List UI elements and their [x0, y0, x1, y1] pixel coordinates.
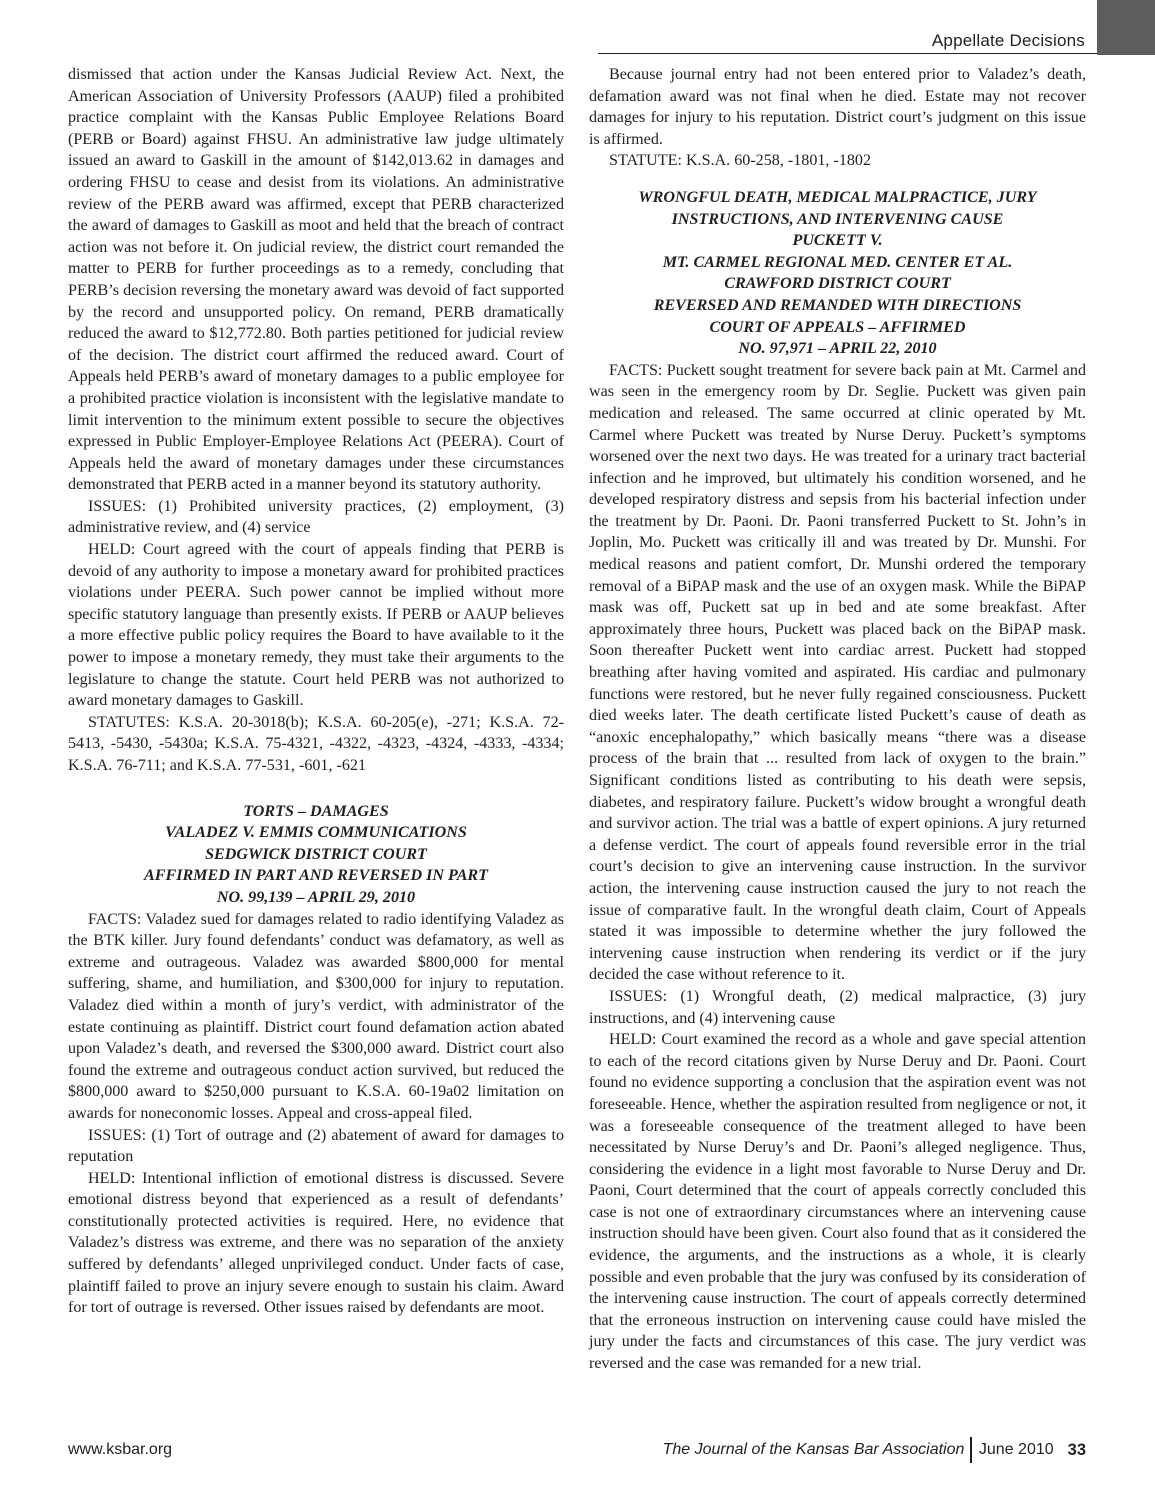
issue-date: June 2010 — [978, 1441, 1054, 1458]
issues-paragraph: ISSUES: (1) Wrongful death, (2) medical malpractice, (3) jury instructions, and (4) intervening cause — [589, 987, 1086, 1027]
case-topic: INSTRUCTIONS, AND INTERVENING CAUSE — [671, 210, 1004, 228]
facts-paragraph: FACTS: Puckett sought treatment for severe back pain at Mt. Carmel and was seen in the emergency room by Dr. Seglie. Puckett was given pain medication and released. The same occurred at clinic operated by Mt. Carmel where Puckett was treated by Nurse Deruy. Puckett’s symptoms worsened over the next two days. He was treated for a urinary tract bacterial infection and he improved, but ultimately his condition worsened, and he developed respiratory distress and sepsis from his bacterial infection under the treatment by Dr. Paoni. Dr. Paoni transferred Puckett to St. John’s in Joplin, Mo. Puckett was critically ill and was treated by Dr. Munshi. For medical reasons and patient comfort, Dr. Munshi ordered the temporary removal of a BiPAP mask and the use of an oxygen mask. While the BiPAP mask was off, Puckett sat up in bed and ate some breakfast. After approximately three hours, Puckett was placed back on the BiPAP mask. Soon thereafter Puckett went into cardiac arrest. Puckett had stopped breathing after having vomited and aspirated. His cardiac and pulmonary functions were restored, but he never fully regained consciousness. Puckett died weeks later. The death certificate listed Puckett’s cause of death as “anoxic encephalopathy,” which basically means “there was a disease process of the brain that ... resulted from lack of oxygen to the brain.” Significant conditions listed as contributing to his death were sepsis, diabetes, and respiratory failure. Puckett’s widow brought a wrongful death and survivor action. The trial was a battle of expert opinions. A jury returned a defense verdict. The court of appeals found reversible error in the trial court’s decision to give an intervening cause instruction. In the survivor action, the intervening cause instruction caused the jury to not reach the issue of comparative fault. In the wrongful death claim, Court of Appeals stated it was impossible to determine whether the jury followed the intervening cause instruction when rendering its verdict or if the jury decided the case without reference to it. — [589, 361, 1086, 984]
case-court: SEDGWICK DISTRICT COURT — [205, 845, 427, 863]
statute-paragraph: STATUTE: K.S.A. 60-258, -1801, -1802 — [609, 152, 872, 170]
case-number-date: NO. 97,971 – APRIL 22, 2010 — [738, 340, 937, 358]
facts-paragraph: FACTS: Valadez sued for damages related to radio identifying Valadez as the BTK killer. Jury found defendants’ conduct was defamatory, as well as extreme and outrageous. Valadez was awarded $800,000 for mental suffering, shame, and humiliation, and $300,000 for injury to reputation. Valadez died within a month of jury’s verdict, with administrator of the estate continuing as plaintiff. District court found defamation action abated upon Valadez’s death, and reversed the $300,000 award. District court also found the extreme and outrageous conduct action survived, but reduced the $800,000 award to $250,000 pursuant to K.S.A. 60-19a02 limitation on awards for noneconomic losses. Appeal and cross-appeal filed. — [68, 910, 564, 1122]
issues-paragraph: ISSUES: (1) Tort of outrage and (2) abatement of award for damages to reputation — [68, 1126, 564, 1166]
statutes-paragraph: STATUTES: K.S.A. 20-3018(b); K.S.A. 60-205(e), -271; K.S.A. 72-5413, -5430, -5430a; K.S.A. 75-4321, -4322, -4323, -4324, -4333, -4334; K.S.A. 76-711; and K.S.A. 77-531, -601, -621 — [68, 713, 564, 774]
continued-paragraph: dismissed that action under the Kansas Judicial Review Act. Next, the American Association of University Professors (AAUP) filed a prohibited practice complaint with the Kansas Public Employee Relations Board (PERB or Board) against FHSU. An administrative law judge ultimately issued an award to Gaskill in the amount of $142,013.62 in damages and ordering FHSU to cease and desist from its violations. An administrative review of the PERB award was affirmed, except that PERB characterized the award of damages to Gaskill as moot and held that the breach of contract action was not before it. On judicial review, the district court remanded the matter to PERB for further proceedings as to a remedy, concluding that PERB’s decision reversing the monetary award was devoid of fact supported by the record and unsupported policy. On remand, PERB dramatically reduced the award to $12,772.80. Both parties petitioned for judicial review of the decision. The district court affirmed the reduced award. Court of Appeals held PERB’s award of monetary damages to a public employee for a prohibited practice violation is inconsistent with the legislative mandate to limit intervention to the minimum extent possible to secure the objectives expressed in Public Employer-Employee Relations Act (PEERA). Court of Appeals held the award of monetary damages under these circumstances demonstrated that PERB acted in a manner beyond its statutory authority. — [68, 66, 564, 494]
held-paragraph: HELD: Court examined the record as a whole and gave special attention to each of the record citations given by Nurse Deruy and Dr. Paoni. Court found no evidence supporting a conclusion that the aspiration event was not foreseeable. Hence, whether the aspiration resulted from negligence or not, it was a foreseeable consequence of the treatment alleged to have been necessitated by Nurse Deruy’s and Dr. Paoni’s alleged negligence. Thus, considering the evidence in a light most favorable to Nurse Deruy and Dr. Paoni, Court determined that the court of appeals correctly concluded this case is not one of extraordinary circumstances where an intervening cause instruction should have been given. Court also found that as it considered the evidence, the arguments, and the instructions as a whole, it is clearly possible and even probable that the jury was confused by its consideration of the intervening cause instruction. The court of appeals correctly determined that the erroneous instruction on intervening cause could have misled the jury under the facts and circumstances of this case. The jury verdict was reversed and the case was remanded for a new trial. — [589, 1031, 1086, 1373]
case-title: VALADEZ V. EMMIS COMMUNICATIONS — [165, 824, 467, 842]
held-paragraph: HELD: Intentional infliction of emotional distress is discussed. Severe emotional distress beyond that experienced as a result of defendants’ constitutionally protected activities is required. Here, no evidence that Valadez’s distress was extreme, and there was no separation of the anxiety suffered by defendants’ alleged unprivileged conduct. Under facts of case, plaintiff failed to prove an injury severe enough to sustain his claim. Award for tort of outrage is reversed. Other issues raised by defendants are moot. — [68, 1169, 564, 1317]
case-heading-puckett — [589, 187, 1086, 360]
case-heading-valadez — [68, 801, 564, 909]
footer-website-link[interactable]: www.ksbar.org — [68, 1441, 173, 1458]
case-disposition: REVERSED AND REMANDED WITH DIRECTIONS — [653, 296, 1022, 314]
footer-divider — [970, 1437, 972, 1463]
issues-paragraph: ISSUES: (1) Prohibited university practices, (2) employment, (3) administrative review, and (4) service — [68, 497, 564, 537]
left-column — [68, 64, 564, 1319]
case-title: PUCKETT V. — [792, 232, 883, 250]
right-column — [589, 64, 1086, 1375]
case-topic: WRONGFUL DEATH, MEDICAL MALPRACTICE, JURY — [638, 188, 1037, 206]
held-paragraph: HELD: Court agreed with the court of appeals finding that PERB is devoid of any authority to impose a monetary award for prohibited practices violations under PEERA. Such power cannot be implied without more specific statutory language than presently exists. If PERB or AAUP believes a more effective public policy requires the Board to have available to it the power to impose a monetary remedy, they must take their arguments to the legislature to change the statute. Court held PERB was not authorized to award monetary damages to Gaskill. — [68, 541, 564, 710]
journal-name: The Journal of the Kansas Bar Association — [662, 1441, 965, 1458]
page-number: 33 — [1067, 1440, 1086, 1459]
section-tab-marker — [1097, 0, 1155, 55]
section-header: Appellate Decisions — [931, 31, 1085, 50]
case-disposition: AFFIRMED IN PART AND REVERSED IN PART — [143, 867, 488, 885]
case-appeal-result: COURT OF APPEALS – AFFIRMED — [709, 318, 966, 336]
case-court: CRAWFORD DISTRICT COURT — [724, 275, 951, 293]
header-rule — [598, 53, 1097, 54]
case-number-date: NO. 99,139 – APRIL 29, 2010 — [216, 888, 416, 906]
footer-journal — [663, 1437, 1086, 1463]
case-title: MT. CARMEL REGIONAL MED. CENTER ET AL. — [662, 253, 1013, 271]
case-topic: TORTS – DAMAGES — [243, 802, 389, 820]
continued-paragraph: Because journal entry had not been entered prior to Valadez’s death, defamation award was not final when he died. Estate may not recover damages for injury to his reputation. District court’s judgment on this issue is affirmed. — [589, 66, 1086, 148]
